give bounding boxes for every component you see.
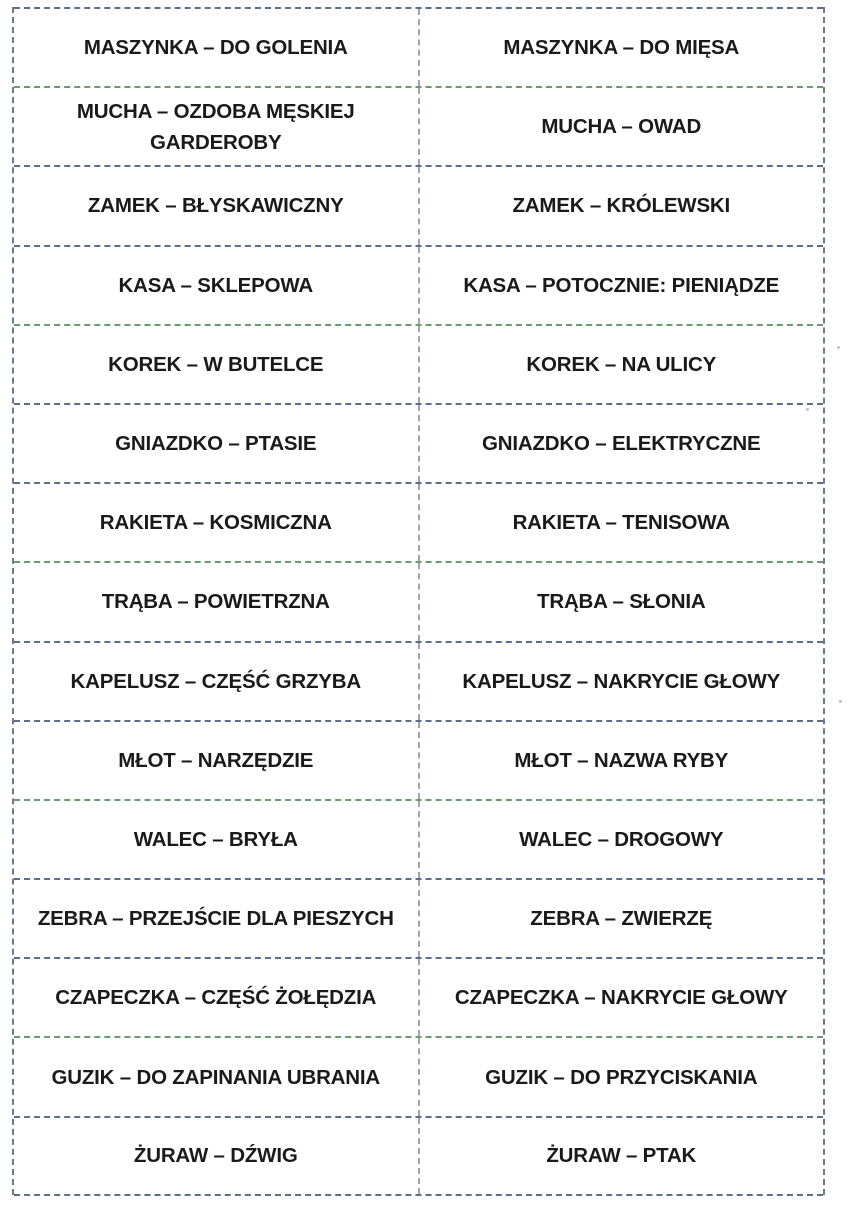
card-right: MASZYNKA – DO MIĘSA xyxy=(503,36,740,60)
card-right: RAKIETA – TENISOWA xyxy=(512,511,730,535)
card-right: ZEBRA – ZWIERZĘ xyxy=(530,907,713,931)
card-sheet xyxy=(12,7,825,1195)
card-row xyxy=(14,7,823,86)
card-row xyxy=(14,245,823,324)
card-left: ZAMEK – BŁYSKAWICZNY xyxy=(14,167,420,244)
card-row xyxy=(14,1036,823,1115)
card-row xyxy=(14,86,823,165)
card-right: MUCHA – OWAD xyxy=(541,115,702,139)
card-row xyxy=(14,720,823,799)
card-right: ZAMEK – KRÓLEWSKI xyxy=(512,194,731,218)
card-left: GUZIK – DO ZAPINANIA UBRANIA xyxy=(14,1038,420,1115)
card-row xyxy=(14,324,823,403)
card-left: KOREK – W BUTELCE xyxy=(14,326,420,403)
card-right: GNIAZDKO – ELEKTRYCZNE xyxy=(482,432,761,456)
card-row xyxy=(14,641,823,720)
card-right: KAPELUSZ – NAKRYCIE GŁOWY xyxy=(462,669,781,693)
card-left: TRĄBA – POWIETRZNA xyxy=(14,563,420,640)
card-left: RAKIETA – KOSMICZNA xyxy=(14,484,420,561)
card-left: ŻURAW – DŹWIG xyxy=(14,1118,420,1194)
scan-speck xyxy=(806,408,809,411)
card-right: MŁOT – NAZWA RYBY xyxy=(514,748,729,772)
card-row xyxy=(14,403,823,482)
card-right: TRĄBA – SŁONIA xyxy=(537,590,706,614)
card-right: WALEC – DROGOWY xyxy=(519,827,724,851)
card-left: MŁOT – NARZĘDZIE xyxy=(14,722,420,799)
card-left: GNIAZDKO – PTASIE xyxy=(14,405,420,482)
card-left: WALEC – BRYŁA xyxy=(14,801,420,878)
card-left: KAPELUSZ – CZĘŚĆ GRZYBA xyxy=(14,643,420,720)
card-left: ZEBRA – PRZEJŚCIE DLA PIESZYCH xyxy=(14,880,420,957)
scan-speck xyxy=(839,700,842,703)
card-right: CZAPECZKA – NAKRYCIE GŁOWY xyxy=(454,986,788,1010)
card-right: ŻURAW – PTAK xyxy=(546,1144,697,1168)
card-row xyxy=(14,878,823,957)
card-right: KOREK – NA ULICY xyxy=(526,352,717,376)
card-row xyxy=(14,561,823,640)
card-left: CZAPECZKA – CZĘŚĆ ŻOŁĘDZIA xyxy=(14,959,420,1036)
card-row xyxy=(14,1116,823,1196)
card-row xyxy=(14,957,823,1036)
card-left: MUCHA – OZDOBA MĘSKIEJ GARDEROBY xyxy=(14,88,420,165)
card-right: KASA – POTOCZNIE: PIENIĄDZE xyxy=(463,273,780,297)
card-row xyxy=(14,799,823,878)
scan-speck xyxy=(837,346,840,349)
card-right: GUZIK – DO PRZYCISKANIA xyxy=(485,1065,758,1089)
card-row xyxy=(14,165,823,244)
card-row xyxy=(14,482,823,561)
card-left: KASA – SKLEPOWA xyxy=(14,247,420,324)
card-left: MASZYNKA – DO GOLENIA xyxy=(14,9,420,86)
